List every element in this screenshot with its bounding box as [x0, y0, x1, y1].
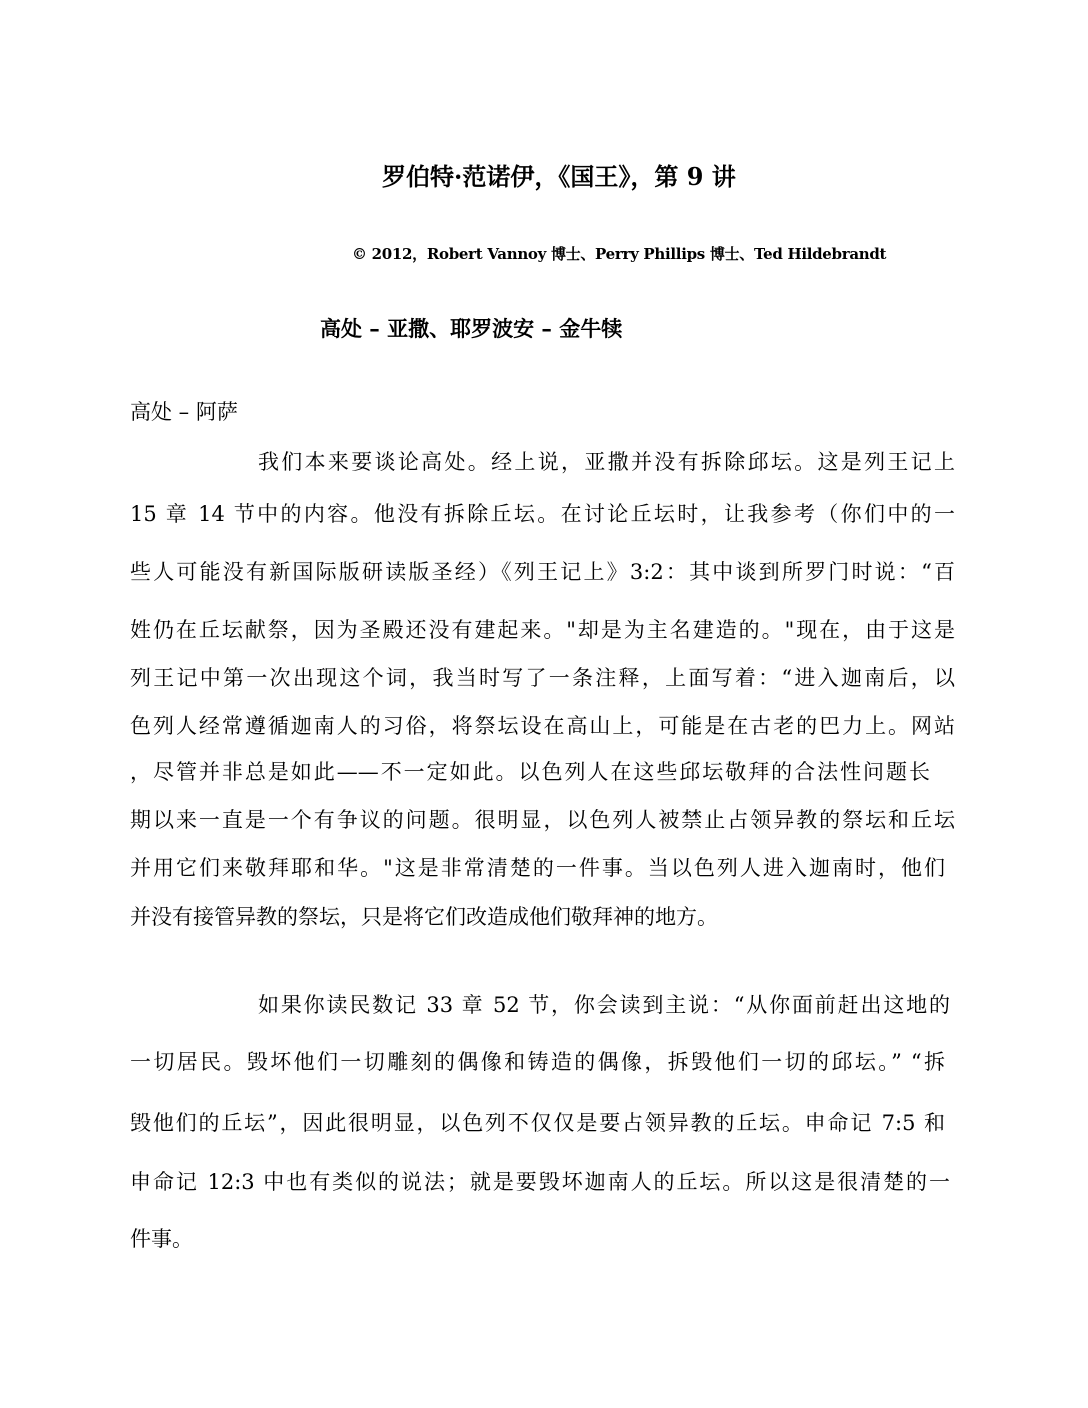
copyright-line: © 2012，Robert Vannoy 博士、Perry Phillips 博士、Ted Hildebrandt — [352, 245, 887, 263]
text-line: 如果你读民数记 33 章 52 节，你会读到主说：“从你面前赶出这地的 — [258, 993, 950, 1017]
document-subtitle: 高处 – 亚撒、耶罗波安 – 金牛犊 — [320, 316, 623, 341]
text-line: 毁他们的丘坛”，因此很明显，以色列不仅仅是要占领异教的丘坛。申命记 7:5 和 — [130, 1111, 945, 1135]
text-line: 色列人经常遵循迦南人的习俗，将祭坛设在高山上，可能是在古老的巴力上。网站 — [130, 714, 955, 738]
text-line: 并没有接管异教的祭坛，只是将它们改造成他们敬拜神的地方。 — [130, 905, 718, 929]
document-title: 罗伯特·范诺伊，《国王》，第 9 讲 — [382, 162, 736, 191]
text-line: 列王记中第一次出现这个词，我当时写了一条注释，上面写着：“进入迦南后，以 — [130, 666, 955, 690]
text-line: ，尽管并非总是如此——不一定如此。以色列人在这些邱坛敬拜的合法性问题长 — [130, 760, 930, 784]
section-heading: 高处 – 阿萨 — [130, 400, 238, 424]
text-line: 姓仍在丘坛献祭，因为圣殿还没有建起来。"却是为主名建造的。"现在，由于这是 — [130, 618, 955, 642]
text-line: 一切居民。毁坏他们一切雕刻的偶像和铸造的偶像，拆毁他们一切的邱坛。” “拆 — [130, 1050, 945, 1074]
text-line: 些人可能没有新国际版研读版圣经）《列王记上》3:2：其中谈到所罗门时说：“百 — [130, 560, 955, 584]
text-line: 并用它们来敬拜耶和华。"这是非常清楚的一件事。当以色列人进入迦南时，他们 — [130, 856, 945, 880]
text-line: 期以来一直是一个有争议的问题。很明显，以色列人被禁止占领异教的祭坛和丘坛 — [130, 808, 955, 832]
text-line: 我们本来要谈论高处。经上说，亚撒并没有拆除邱坛。这是列王记上 — [258, 450, 955, 474]
text-line: 件事。 — [130, 1227, 193, 1251]
text-line: 15 章 14 节中的内容。他没有拆除丘坛。在讨论丘坛时，让我参考（你们中的一 — [130, 502, 955, 526]
text-line: 申命记 12:3 中也有类似的说法；就是要毁坏迦南人的丘坛。所以这是很清楚的一 — [130, 1170, 950, 1194]
